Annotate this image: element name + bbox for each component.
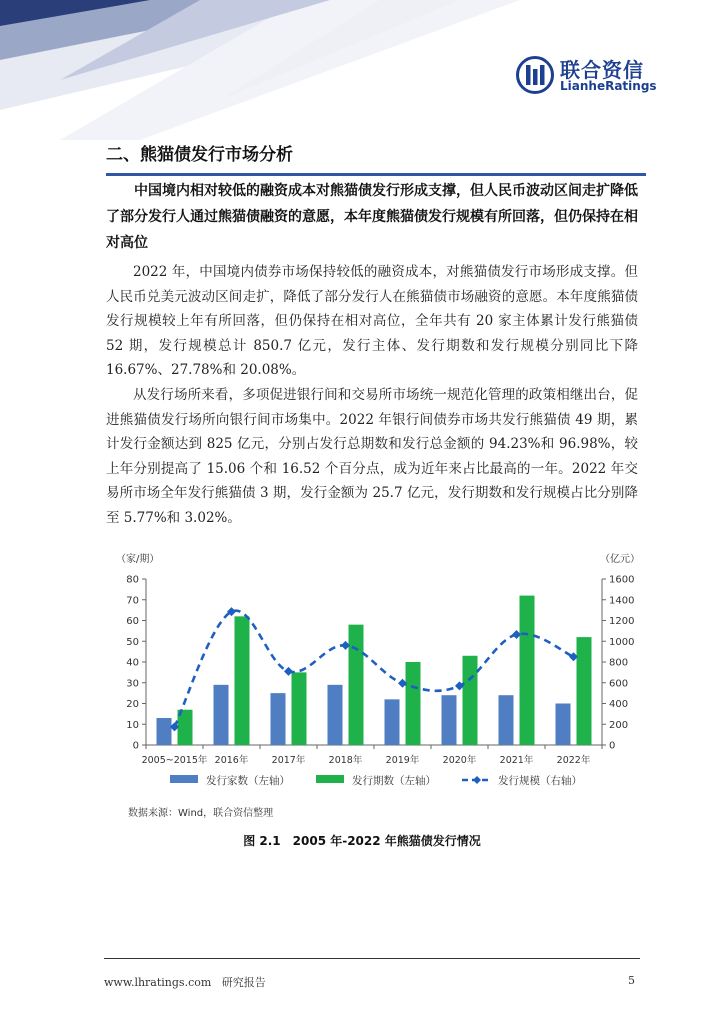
x-tick-label: 2016年 xyxy=(214,755,249,766)
bar-issuers xyxy=(271,693,286,745)
legend-swatch xyxy=(316,775,344,783)
y-left-tick-label: 60 xyxy=(126,616,139,627)
x-tick-label: 2020年 xyxy=(442,755,477,766)
bar-issues xyxy=(520,596,535,745)
y-right-tick-label: 1400 xyxy=(609,595,635,607)
y-right-tick-label: 1600 xyxy=(609,574,635,586)
y-right-tick-label: 0 xyxy=(609,740,616,752)
x-tick-label: 2018年 xyxy=(328,755,363,766)
bar-issues xyxy=(406,662,421,745)
y-left-label: （家/期） xyxy=(116,554,160,565)
bar-issues xyxy=(577,637,592,745)
logo-text-en: LianheRatings xyxy=(560,79,657,93)
bar-issuers xyxy=(556,704,571,746)
bar-issuers xyxy=(442,695,457,745)
footer-divider xyxy=(104,958,640,959)
y-left-tick-label: 20 xyxy=(126,699,139,710)
company-logo xyxy=(516,54,666,96)
footer-doc-type: 研究报告 xyxy=(221,976,266,989)
x-tick-label: 2017年 xyxy=(271,755,306,766)
bar-issues xyxy=(349,625,364,745)
y-right-tick-label: 800 xyxy=(609,657,629,669)
x-tick-label: 2022年 xyxy=(556,755,591,766)
lianhe-logo-icon xyxy=(516,56,554,94)
page-number: 5 xyxy=(628,974,635,987)
bar-issues xyxy=(463,656,478,745)
x-tick-label: 2021年 xyxy=(499,755,534,766)
bar-issuers xyxy=(385,699,400,745)
y-right-tick-label: 200 xyxy=(609,719,629,731)
y-left-tick-label: 50 xyxy=(126,636,139,648)
bar-issuers xyxy=(328,685,343,745)
x-tick-label: 2019年 xyxy=(385,755,420,766)
section-title: 二、熊猫债发行市场分析 xyxy=(106,140,646,176)
legend-swatch-marker xyxy=(473,776,481,784)
y-left-tick-label: 10 xyxy=(126,719,139,731)
paragraph-1: 2022 年，中国境内债券市场保持较低的融资成本，对熊猫债发行市场形成支撑。但人民币兑美元波动区间走扩，降低了部分发行人在熊猫债市场融资的意愿。本年度熊猫债发行规模较上年有所回落，但仍保持在相对高位，全年共有 20 家主体累计发行熊猫债 52 期，发行规模总计 850.7 亿元，发行主体、发行期数和发行规模分别同比下降 16.67%、27.78%和 20.08%。 xyxy=(106,264,638,378)
footer-left xyxy=(104,974,266,990)
y-right-tick-label: 400 xyxy=(609,699,629,710)
y-right-tick-label: 600 xyxy=(609,678,629,690)
y-left-tick-label: 30 xyxy=(126,678,139,690)
panda-bond-chart xyxy=(104,548,644,823)
bar-issuers xyxy=(214,685,229,745)
bar-issuers xyxy=(157,718,172,745)
y-right-tick-label: 1200 xyxy=(609,616,635,627)
logo-text-cn: 联合资信 xyxy=(560,58,644,82)
footer-site: www.lhratings.com xyxy=(104,976,212,989)
y-right-tick-label: 1000 xyxy=(609,636,635,648)
y-left-tick-label: 0 xyxy=(132,740,139,752)
y-left-tick-label: 40 xyxy=(126,657,139,669)
chart-source: 数据来源：Wind，联合资信整理 xyxy=(128,808,274,819)
y-left-tick-label: 80 xyxy=(126,574,139,586)
bar-issues xyxy=(292,672,307,745)
section-lead: 中国境内相对较低的融资成本对熊猫债发行形成支撑，但人民币波动区间走扩降低了部分发行人通过熊猫债融资的意愿，本年度熊猫债发行规模有所回落，但仍保持在相对高位 xyxy=(106,183,638,251)
bar-issuers xyxy=(499,695,514,745)
legend-label: 发行家数（左轴） xyxy=(206,775,290,787)
legend-label: 发行期数（左轴） xyxy=(352,775,436,787)
chart-svg xyxy=(104,548,644,823)
figure-caption: 图 2.1 2005 年-2022 年熊猫债发行情况 xyxy=(243,834,481,848)
bar-issues xyxy=(235,616,250,745)
y-right-label: （亿元） xyxy=(600,554,640,565)
x-tick-label: 2005~2015年 xyxy=(141,755,208,766)
paragraph-2: 从发行场所来看，多项促进银行间和交易所市场统一规范化管理的政策相继出台，促进熊猫债发行场所向银行间市场集中。2022 年银行间债券市场共发行熊猫债 49 期，累计发行金额达到 825 亿元，分别占发行总期数和发行总金额的 94.23%和 96.98%，较上年分别提高了 15.06 个和 16.52 个百分点，成为近年来占比最高的一年。2022 年交易所市场全年发行熊猫债 3 期，发行金额为 25.7 亿元，发行期数和发行规模占比分别降至 5.77%和 3.02%。 xyxy=(106,387,638,526)
y-left-tick-label: 70 xyxy=(126,595,139,607)
issue-size-line xyxy=(175,611,574,727)
legend-swatch xyxy=(170,775,198,783)
legend-label: 发行规模（右轴） xyxy=(498,775,582,787)
